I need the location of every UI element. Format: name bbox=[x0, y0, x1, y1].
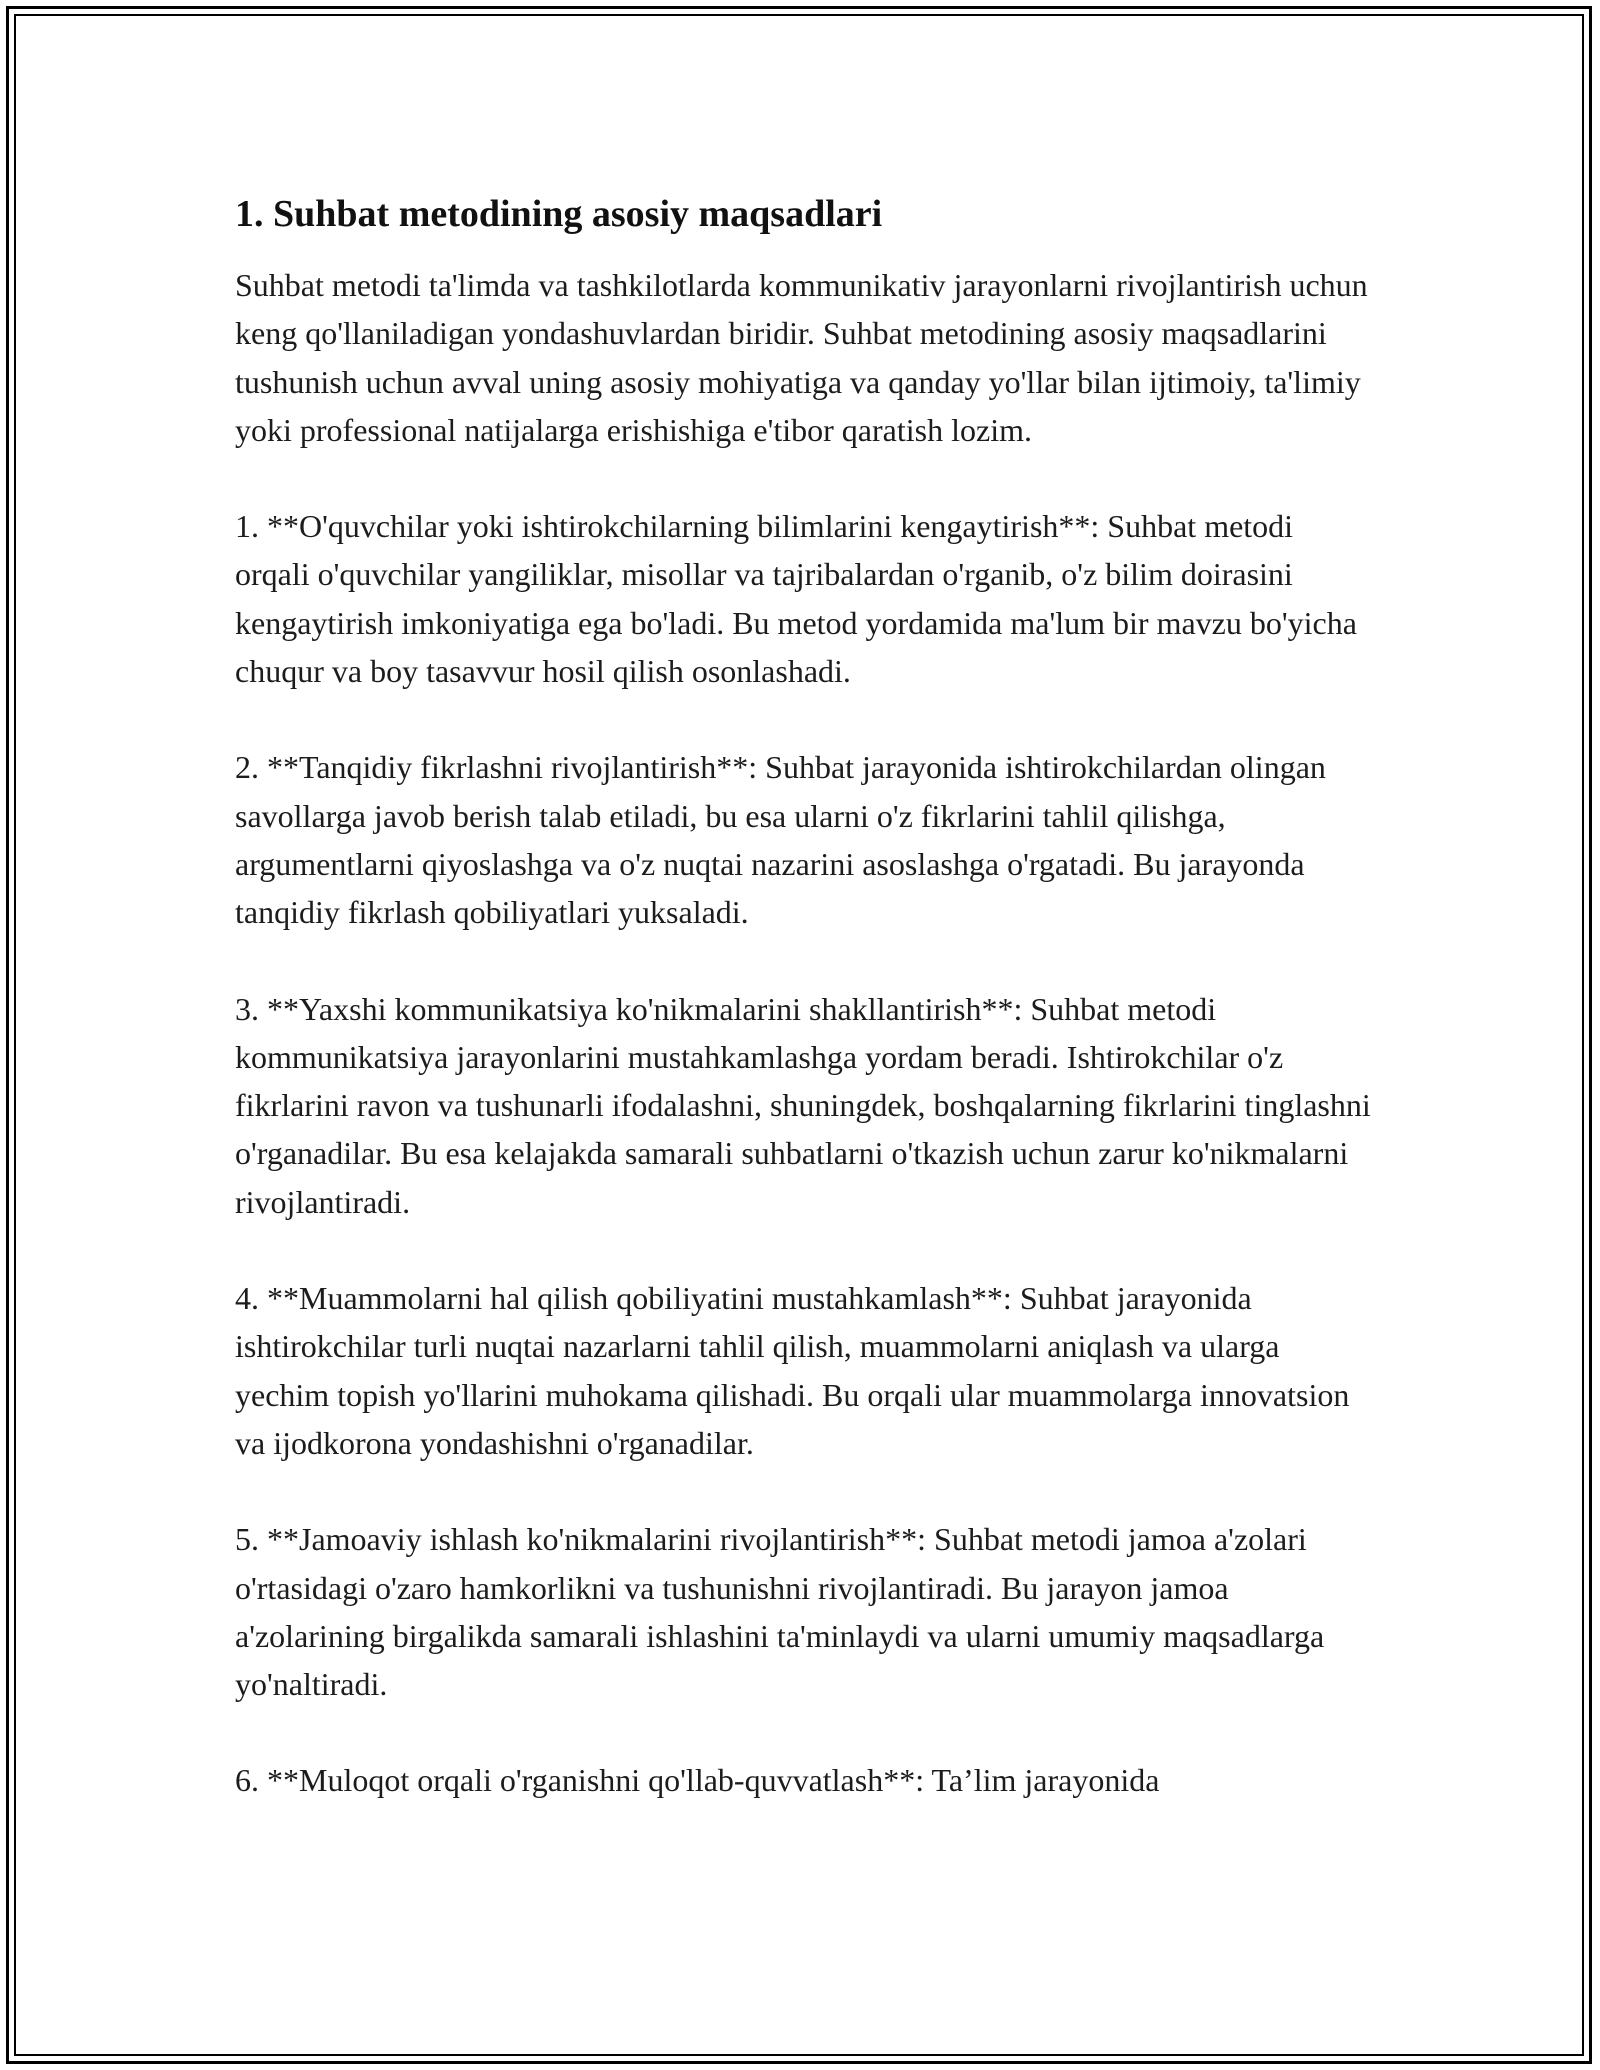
list-item-3: 3. **Yaxshi kommunikatsiya ko'nikmalarini shakllantirish**: Suhbat metodi kommunikatsiya jarayonlarini mustahkamlashga yordam beradi. Ishtirokchilar o'z fikrlarini ravon va tushunarli ifodalashni, shuningdek, boshqalarning fikrlarini tinglashni o'rganadilar. Bu esa kelajakda samarali suhbatlarni o'tkazish uchun zarur ko'nikmalarni rivojlantiradi. bbox=[235, 990, 1371, 1220]
list-item-5: 5. **Jamoaviy ishlash ko'nikmalarini rivojlantirish**: Suhbat metodi jamoa a'zolari o'rtasidagi o'zaro hamkorlikni va tushunishni rivojlantiradi. Bu jarayon jamoa a'zolarining birgalikda samarali ishlashini ta'minlaydi va ularni umumiy maqsadlarga yo'naltiradi. bbox=[235, 1521, 1325, 1703]
document-page bbox=[235, 185, 1375, 1853]
list-item-2: 2. **Tanqidiy fikrlashni rivojlantirish**: Suhbat jarayonida ishtirokchilardan olingan savollarga javob berish talab etiladi, bu esa ularni o'z fikrlarini tahlil qilishga, argumentlarni qiyoslashga va o'z nuqtai nazarini asoslashga o'rgatadi. Bu jarayonda tanqidiy fikrlash qobiliyatlari yuksaladi. bbox=[235, 749, 1326, 931]
list-item-1: 1. **O'quvchilar yoki ishtirokchilarning bilimlarini kengaytirish**: Suhbat metodi orqali o'quvchilar yangiliklar, misollar va tajribalardan o'rganib, o'z bilim doirasini kengaytirish imkoniyatiga ega bo'ladi. Bu metod yordamida ma'lum bir mavzu bo'yicha chuqur va boy tasavvur hosil qilish osonlashadi. bbox=[235, 508, 1357, 690]
list-item-6: 6. **Muloqot orqali o'rganishni qo'llab-quvvatlash**: Ta’lim jarayonida bbox=[235, 1762, 1160, 1799]
intro-paragraph: Suhbat metodi ta'limda va tashkilotlarda kommunikativ jarayonlarni rivojlantirish uchun keng qo'llaniladigan yondashuvlardan biridir. Suhbat metodining asosiy maqsadlarini tushunish uchun avval uning asosiy mohiyatiga va qanday yo'llar bilan ijtimoiy, ta'limiy yoki professional natijalarga erishishiga e'tibor qaratish lozim. bbox=[235, 267, 1368, 448]
list-item-4: 4. **Muammolarni hal qilish qobiliyatini mustahkamlash**: Suhbat jarayonida ishtirokchilar turli nuqtai nazarlarni tahlil qilish, muammolarni aniqlash va ularga yechim topish yo'llarini muhokama qilishadi. Bu orqali ular muammolarga innovatsion va ijodkorona yondashishni o'rganadilar. bbox=[235, 1280, 1350, 1461]
section-heading: 1. Suhbat metodining asosiy maqsadlari bbox=[235, 193, 883, 235]
